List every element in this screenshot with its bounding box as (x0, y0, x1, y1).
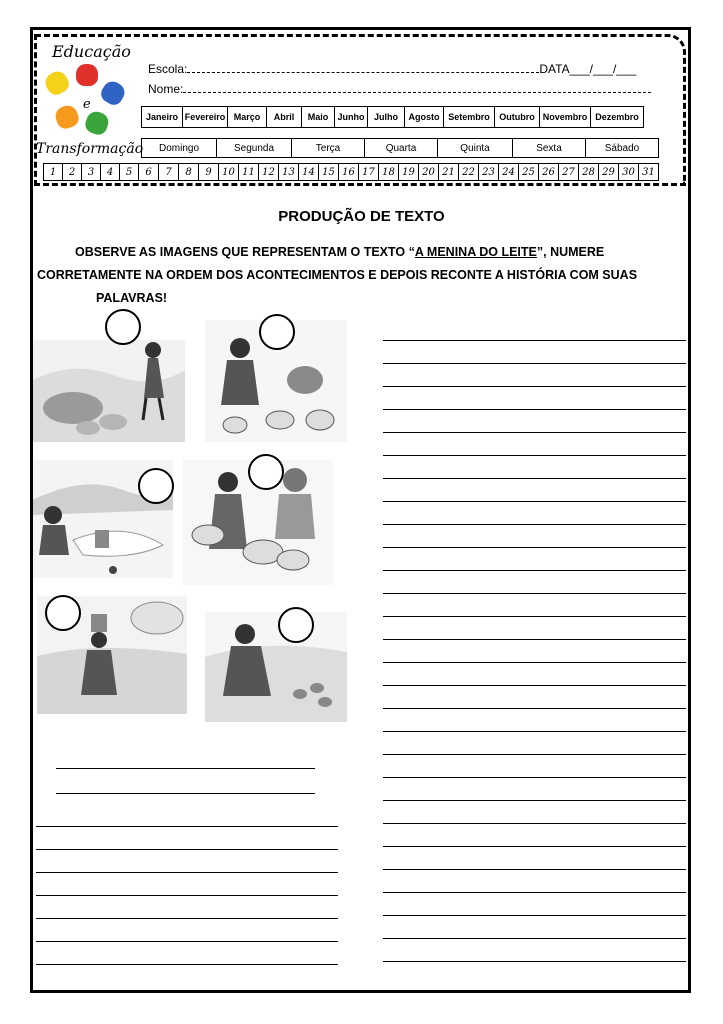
month-cell[interactable]: Maio (301, 106, 335, 128)
weekday-cell[interactable]: Quarta (364, 138, 438, 158)
writing-line[interactable] (383, 616, 686, 617)
month-cell[interactable]: Abril (266, 106, 302, 128)
day-number-cell[interactable]: 15 (318, 163, 339, 181)
writing-line[interactable] (383, 823, 686, 824)
day-number-cell[interactable]: 3 (81, 163, 101, 181)
day-number-cell[interactable]: 18 (378, 163, 399, 181)
writing-line[interactable] (383, 547, 686, 548)
logo-line1: Educação (52, 42, 131, 61)
writing-line[interactable] (383, 938, 686, 939)
writing-line[interactable] (383, 409, 686, 410)
writing-line[interactable] (383, 915, 686, 916)
writing-line[interactable] (383, 432, 686, 433)
date-label: DATA (539, 62, 570, 76)
writing-line[interactable] (383, 754, 686, 755)
writing-line[interactable] (383, 639, 686, 640)
instruction-line-2: CORRETAMENTE NA ORDEM DOS ACONTECIMENTOS E DEPOIS RECONTE A HISTÓRIA COM SUAS (37, 268, 638, 282)
day-number-cell[interactable]: 10 (218, 163, 239, 181)
day-number-cell[interactable]: 30 (618, 163, 639, 181)
day-number-cell[interactable]: 5 (119, 163, 139, 181)
logo (36, 42, 144, 172)
month-cell[interactable]: Março (227, 106, 267, 128)
month-cell[interactable]: Julho (367, 106, 405, 128)
name-input-line[interactable] (183, 92, 651, 93)
writing-line[interactable] (383, 501, 686, 502)
months-row (142, 106, 644, 128)
number-circle[interactable] (259, 314, 295, 350)
writing-line[interactable] (383, 593, 686, 594)
writing-line[interactable] (383, 662, 686, 663)
month-cell[interactable]: Fevereiro (182, 106, 228, 128)
month-cell[interactable]: Junho (334, 106, 368, 128)
day-number-cell[interactable]: 25 (518, 163, 539, 181)
writing-line[interactable] (36, 826, 338, 827)
day-number-cell[interactable]: 21 (438, 163, 459, 181)
day-number-cell[interactable]: 6 (138, 163, 159, 181)
weekday-cell[interactable]: Sexta (512, 138, 586, 158)
writing-line[interactable] (383, 685, 686, 686)
date-input-line[interactable]: ___/___/___ (569, 62, 637, 76)
day-number-cell[interactable]: 7 (158, 163, 179, 181)
number-circle[interactable] (105, 309, 141, 345)
month-cell[interactable]: Dezembro (590, 106, 644, 128)
writing-line[interactable] (36, 872, 338, 873)
month-cell[interactable]: Novembro (539, 106, 591, 128)
weekday-cell[interactable]: Domingo (141, 138, 217, 158)
day-number-cell[interactable]: 8 (178, 163, 199, 181)
instruction-line-1 (75, 245, 604, 259)
weekday-cell[interactable]: Terça (291, 138, 365, 158)
writing-line[interactable] (383, 892, 686, 893)
writing-line[interactable] (383, 570, 686, 571)
day-number-cell[interactable]: 24 (498, 163, 519, 181)
illustration-girl-feeding-chicks (205, 612, 347, 722)
month-cell[interactable]: Agosto (404, 106, 444, 128)
day-number-cell[interactable]: 31 (638, 163, 659, 181)
day-number-cell[interactable]: 19 (398, 163, 419, 181)
day-number-cell[interactable]: 29 (598, 163, 619, 181)
writing-line[interactable] (383, 524, 686, 525)
instruction-text: ”, NUMERE (536, 245, 605, 259)
day-number-cell[interactable]: 20 (418, 163, 439, 181)
day-number-cell[interactable]: 11 (238, 163, 259, 181)
story-title: A MENINA DO LEITE (414, 245, 537, 259)
writing-line[interactable] (383, 363, 686, 364)
yellow-hand-icon (42, 68, 72, 98)
number-circle[interactable] (138, 468, 174, 504)
school-field (148, 62, 636, 76)
writing-line[interactable] (383, 386, 686, 387)
number-circle[interactable] (278, 607, 314, 643)
weekday-cell[interactable]: Segunda (216, 138, 292, 158)
day-number-cell[interactable]: 16 (338, 163, 359, 181)
weekday-cell[interactable]: Quinta (437, 138, 513, 158)
writing-line[interactable] (383, 478, 686, 479)
red-hand-icon (76, 64, 98, 86)
school-input-line[interactable] (187, 72, 539, 73)
writing-line[interactable] (36, 895, 338, 896)
day-numbers-row (44, 163, 659, 181)
logo-connector: e (83, 97, 91, 112)
number-circle[interactable] (248, 454, 284, 490)
month-cell[interactable]: Setembro (443, 106, 495, 128)
day-number-cell[interactable]: 12 (258, 163, 279, 181)
writing-line[interactable] (383, 340, 686, 341)
orange-hand-icon (53, 103, 81, 131)
instruction-line-3: PALAVRAS! (96, 291, 168, 305)
number-circle[interactable] (45, 595, 81, 631)
day-number-cell[interactable]: 4 (100, 163, 120, 181)
day-number-cell[interactable]: 26 (538, 163, 559, 181)
writing-line[interactable] (383, 731, 686, 732)
day-number-cell[interactable]: 17 (358, 163, 379, 181)
writing-line[interactable] (36, 964, 338, 965)
school-label: Escola: (148, 62, 188, 76)
writing-line[interactable] (383, 869, 686, 870)
writing-line[interactable] (383, 800, 686, 801)
writing-line[interactable] (36, 849, 338, 850)
green-hand-icon (83, 109, 111, 137)
instruction-text: OBSERVE AS IMAGENS QUE REPRESENTAM O TEXTO “ (75, 245, 415, 259)
weekdays-row (142, 138, 659, 158)
day-number-cell[interactable]: 9 (198, 163, 219, 181)
page-title: PRODUÇÃO DE TEXTO (278, 208, 445, 225)
name-field (148, 82, 651, 96)
day-number-cell[interactable]: 28 (578, 163, 599, 181)
name-label: Nome: (148, 82, 184, 96)
writing-line[interactable] (56, 793, 315, 794)
writing-line[interactable] (383, 455, 686, 456)
day-number-cell[interactable]: 23 (478, 163, 499, 181)
weekday-cell[interactable]: Sábado (585, 138, 659, 158)
writing-line[interactable] (383, 777, 686, 778)
day-number-cell[interactable]: 22 (458, 163, 479, 181)
writing-line[interactable] (56, 768, 315, 769)
writing-line[interactable] (383, 846, 686, 847)
day-number-cell[interactable]: 2 (62, 163, 82, 181)
writing-line[interactable] (36, 918, 338, 919)
writing-line[interactable] (36, 941, 338, 942)
day-number-cell[interactable]: 27 (558, 163, 579, 181)
writing-line[interactable] (383, 708, 686, 709)
month-cell[interactable]: Janeiro (141, 106, 183, 128)
day-number-cell[interactable]: 1 (43, 163, 63, 181)
day-number-cell[interactable]: 13 (278, 163, 299, 181)
day-number-cell[interactable]: 14 (298, 163, 319, 181)
blue-hand-icon (98, 78, 128, 108)
logo-line2: Transformação (36, 141, 144, 157)
month-cell[interactable]: Outubro (494, 106, 540, 128)
writing-line[interactable] (383, 961, 686, 962)
